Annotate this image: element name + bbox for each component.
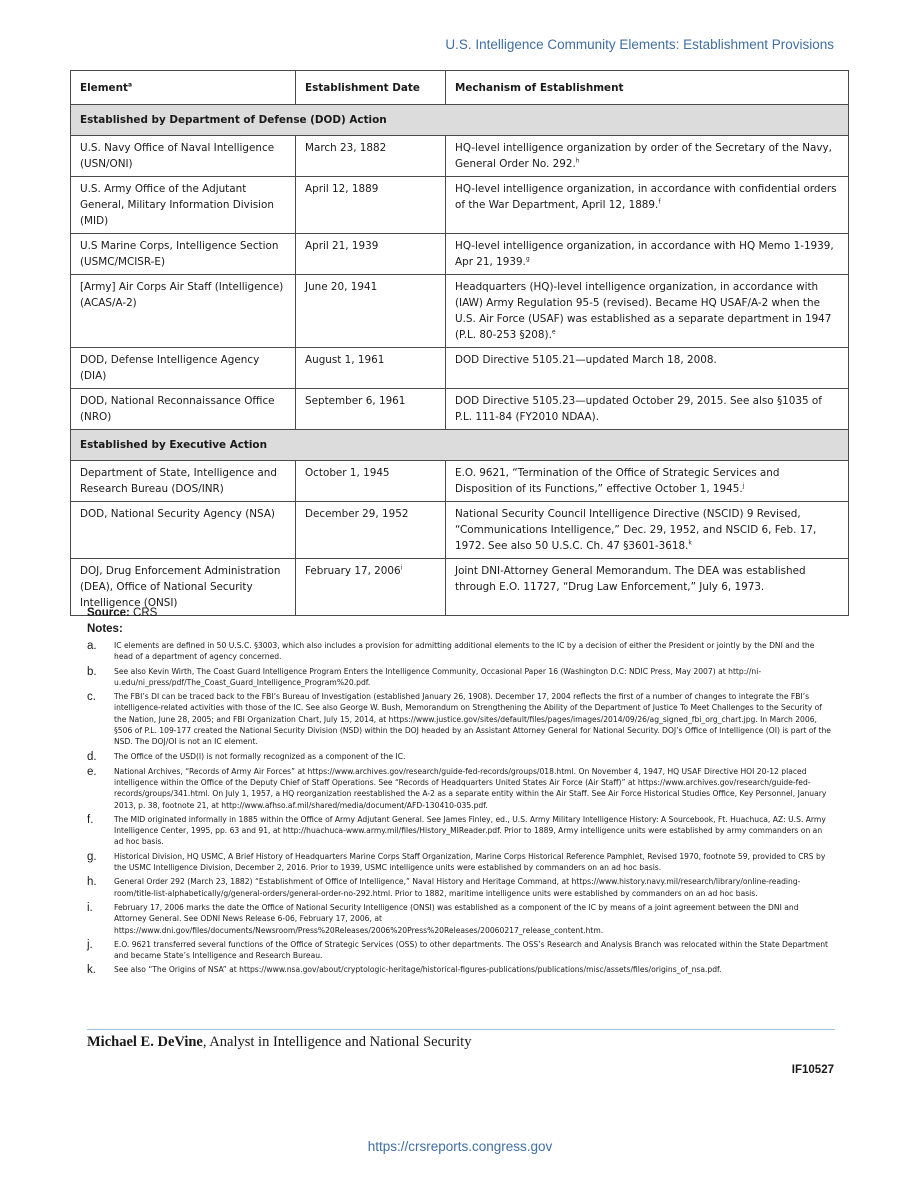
table-row xyxy=(71,461,849,502)
note-item xyxy=(87,876,832,899)
footer-url-link[interactable]: https://crsreports.congress.gov xyxy=(367,1139,553,1154)
note-text: The FBI’s DI can be traced back to the FBI’s Bureau of Investigation (established January 26, 1908). December 17, 2004 reflects the first of a number of changes to integrate the FBI’s intelligence-related activities with those of the IC. See also George W. Bush, Memorandum on Strengthening the Ability of the Department of Justice To Meet Challenges to the Security of the Nation, June 28, 2005; and FBI Organization Chart, July 15, 2014, at https://www.justice.gov/sites/default/files/pages/images/2014/09/26/ag_signed_fbi_org_chart.jpg. In March 2006, §506 of P.L. 109-177 created the National Security Division (NSD) within the DOJ headed by an Assistant Attorney General for National Security. DOJ’s Office of Intelligence (OI) is part of the NSD. The DOJ/OI is not an IC element. xyxy=(114,692,831,747)
author-divider xyxy=(87,1029,835,1030)
cell-mechanism xyxy=(446,461,849,502)
cell-date xyxy=(296,389,446,430)
note-text: February 17, 2006 marks the date the Office of National Security Intelligence (ONSI) was established as a component of the IC by means of a joint agreement between the DNI and Attorney General. See ODNI News Release 6-06, February 17, 2006, at https://www.dni.gov/files/documents/Newsroom/Press%20Releases/2006%20Press%20Releases/20060217_release_content.htm. xyxy=(114,902,799,935)
cell-date-text: June 20, 1941 xyxy=(305,281,378,293)
cell-date xyxy=(296,275,446,348)
note-text: The Office of the USD(I) is not formally recognized as a component of the IC. xyxy=(114,751,406,761)
table-row xyxy=(71,275,849,348)
note-letter: k. xyxy=(87,964,96,977)
cell-mechanism-text: E.O. 9621, “Termination of the Office of Strategic Services and Disposition of its Functions,” effective October 1, 1945. xyxy=(455,467,780,495)
cell-mechanism xyxy=(446,559,849,616)
note-letter: j. xyxy=(87,938,93,951)
cell-date-text: August 1, 1961 xyxy=(305,354,385,366)
note-letter: e. xyxy=(87,765,97,778)
column-header-element: Element$^a$ xyxy=(71,71,296,105)
cell-date xyxy=(296,461,446,502)
note-letter: h. xyxy=(87,876,97,889)
table-row xyxy=(71,502,849,559)
cell-date xyxy=(296,136,446,177)
table-row xyxy=(71,136,849,177)
cell-date-text: April 12, 1889 xyxy=(305,183,379,195)
cell-mechanism xyxy=(446,275,849,348)
table-row xyxy=(71,559,849,616)
cell-date-text: December 29, 1952 xyxy=(305,508,409,520)
notes-list xyxy=(87,640,832,979)
cell-mechanism-text: HQ-level intelligence organization, in accordance with HQ Memo 1-1939, Apr 21, 1939. xyxy=(455,240,834,268)
cell-mechanism-text: HQ-level intelligence organization, in accordance with confidential orders of the War Department, April 12, 1889. xyxy=(455,183,837,211)
source-line xyxy=(87,607,157,619)
note-text: The MID originated informally in 1885 within the Office of Army Adjutant General. See James Finley, ed., U.S. Army Military Intelligence History: A Sourcebook, Ft. Huachuca, AZ: U.S. Army Intelligence Center, 1995, pp. 63 and 91, at http://huachuca-www.army.mil/files/History_MIReader.pdf. Prior to 1889, Army intelligence units were established by army commanders on an ad hoc basis. xyxy=(114,814,826,847)
footnote-marker: g xyxy=(525,255,530,263)
cell-element-text: U.S Marine Corps, Intelligence Section (USMC/MCISR-E) xyxy=(80,240,279,268)
cell-element-text: U.S. Navy Office of Naval Intelligence (USN/ONI) xyxy=(80,142,275,170)
cell-element-text: DOJ, Drug Enforcement Administration (DEA), Office of National Security Intelligence (ONSI) xyxy=(80,565,281,609)
cell-date xyxy=(296,177,446,234)
note-item xyxy=(87,691,832,747)
note-item xyxy=(87,851,832,874)
section-title: Established by Executive Action xyxy=(71,430,849,461)
note-text: See also “The Origins of NSA” at https://www.nsa.gov/about/cryptologic-heritage/historical-figures-publications/publications/misc/assets/files/origins_of_nsa.pdf. xyxy=(114,965,722,975)
cell-date xyxy=(296,502,446,559)
footnote-marker: i xyxy=(400,564,403,572)
note-letter: i. xyxy=(87,901,93,914)
cell-element xyxy=(71,275,296,348)
note-item xyxy=(87,902,832,936)
note-item xyxy=(87,964,832,976)
note-text: IC elements are defined in 50 U.S.C. §3003, which also includes a provision for admitting additional elements to the IC by a decision of either the President or jointly by the DNI and the head of a department of agency concerned. xyxy=(114,641,815,662)
footnote-marker: h xyxy=(575,157,580,165)
cell-mechanism-text: DOD Directive 5105.21—updated March 18, 2008. xyxy=(455,354,717,366)
ic-elements-table xyxy=(70,70,849,616)
cell-mechanism xyxy=(446,502,849,559)
note-text: E.O. 9621 transferred several functions of the Office of Strategic Services (OSS) to other departments. The OSS’s Research and Analysis Branch was relocated within the State Department and became State’s Intelligence and Research Bureau. xyxy=(114,939,828,961)
author-title: , Analyst in Intelligence and National Security xyxy=(202,1034,472,1050)
cell-element-text: [Army] Air Corps Air Staff (Intelligence) (ACAS/A-2) xyxy=(80,281,284,309)
note-item xyxy=(87,939,832,962)
table-row xyxy=(71,177,849,234)
cell-mechanism xyxy=(446,136,849,177)
cell-mechanism-text: HQ-level intelligence organization by order of the Secretary of the Navy, General Order No. 292. xyxy=(455,142,832,170)
note-item xyxy=(87,751,832,763)
note-letter: c. xyxy=(87,691,96,704)
column-header-date: Establishment Date xyxy=(296,71,446,105)
cell-date-text: March 23, 1882 xyxy=(305,142,387,154)
column-header-footnote: a xyxy=(127,81,133,89)
cell-mechanism xyxy=(446,177,849,234)
author-name: Michael E. DeVine xyxy=(87,1034,203,1050)
cell-date-text: February 17, 2006 xyxy=(305,565,401,577)
note-letter: b. xyxy=(87,665,97,678)
cell-element xyxy=(71,502,296,559)
cell-element xyxy=(71,234,296,275)
cell-mechanism xyxy=(446,389,849,430)
cell-date xyxy=(296,559,446,616)
note-letter: g. xyxy=(87,850,97,863)
source-value: CRS xyxy=(133,607,158,619)
note-item xyxy=(87,814,832,848)
table-header-row xyxy=(71,71,849,105)
cell-element xyxy=(71,136,296,177)
cell-mechanism-text: DOD Directive 5105.23—updated October 29, 2015. See also §1035 of P.L. 111-84 (FY2010 NDAA). xyxy=(455,395,822,423)
cell-mechanism xyxy=(446,234,849,275)
cell-mechanism-text: National Security Council Intelligence Directive (NSCID) 9 Revised, “Communications Intelligence,” Dec. 29, 1952, and NSCID 6, Feb. 17, 1972. See also 50 U.S.C. Ch. 47 §3601-3618. xyxy=(455,508,817,552)
section-title: Established by Department of Defense (DOD) Action xyxy=(71,105,849,136)
cell-element-text: DOD, Defense Intelligence Agency (DIA) xyxy=(80,354,260,382)
cell-mechanism xyxy=(446,348,849,389)
document-id: IF10527 xyxy=(791,1064,834,1076)
author-line xyxy=(87,1034,471,1051)
note-text: National Archives, “Records of Army Air Forces” at https://www.archives.gov/research/guide-fed-records/groups/018.html. On November 4, 1947, HQ USAF Directive HOI 20-12 placed intelligence within the Office of the Deputy Chief of Staff Operations. See “Records of Headquarters United States Air Force (Air Staff)” at https://www.archives.gov/research/guide-fed-records/groups/341.html. On July 1, 1957, a HQ reorganization reestablished the A-2 as a separate entity within the Air Staff. See Air Force Historical Studies Office, Key Personnel, January 2013, p. 38, footnote 21, at http://www.afhso.af.mil/shared/media/document/AFD-130410-035.pdf. xyxy=(114,766,827,810)
section-header-row xyxy=(71,430,849,461)
note-text: Historical Division, HQ USMC, A Brief History of Headquarters Marine Corps Staff Organization, Marine Corps Historical Reference Pamphlet, Revised 1970, footnote 59, provided to CRS by the USMC Intelligence Division, December 2, 2016. Prior to 1939, USMC intelligence units were established by commanders on an ad hoc basis. xyxy=(114,851,826,873)
table-row xyxy=(71,348,849,389)
note-item xyxy=(87,766,832,811)
footnote-marker: k xyxy=(688,539,692,547)
page-header-title: U.S. Intelligence Community Elements: Establishment Provisions xyxy=(445,37,834,52)
footnote-marker: f xyxy=(658,198,661,206)
cell-mechanism-text: Headquarters (HQ)-level intelligence organization, in accordance with (IAW) Army Regulation 95-5 (revised). Became HQ USAF/A-2 when the U.S. Air Force (USAF) was established as a separate department in 1947 (P.L. 80-253 §208). xyxy=(455,281,832,341)
cell-element xyxy=(71,348,296,389)
cell-element xyxy=(71,389,296,430)
cell-element-text: U.S. Army Office of the Adjutant General, Military Information Division (MID) xyxy=(80,183,274,227)
note-text: See also Kevin Wirth, The Coast Guard Intelligence Program Enters the Intelligence Community, Occasional Paper 16 (Washington D.C: NDIC Press, May 2007) at http://ni-u.edu/ni_press/pdf/The_Coast_Guard_Intelligence_Program%20.pdf. xyxy=(114,666,762,687)
section-header-row xyxy=(71,105,849,136)
note-letter: d. xyxy=(87,750,97,763)
cell-mechanism-text: Joint DNI-Attorney General Memorandum. The DEA was established through E.O. 11727, “Drug Law Enforcement,” July 6, 1973. xyxy=(455,565,806,593)
source-label: Source: xyxy=(87,607,130,619)
note-letter: a. xyxy=(87,640,97,652)
cell-date xyxy=(296,348,446,389)
footnote-marker: j xyxy=(742,482,745,490)
cell-element-text: DOD, National Reconnaissance Office (NRO) xyxy=(80,395,275,423)
footnote-marker: e xyxy=(551,328,556,336)
note-text: General Order 292 (March 23, 1882) “Establishment of Office of Intelligence,” Naval History and Heritage Command, at https://www.history.navy.mil/research/library/online-reading-room/title-list-alphabetically/g/general-orders/general-order-no-292.html. Prior to 1882, maritime intelligence units were established by commanders on an ad hoc basis. xyxy=(114,877,801,898)
cell-element xyxy=(71,461,296,502)
cell-date-text: October 1, 1945 xyxy=(305,467,390,479)
table-row xyxy=(71,234,849,275)
cell-date-text: September 6, 1961 xyxy=(305,395,406,407)
note-letter: f. xyxy=(87,813,94,826)
cell-date xyxy=(296,234,446,275)
note-item xyxy=(87,666,832,689)
table-row xyxy=(71,389,849,430)
cell-element-text: DOD, National Security Agency (NSA) xyxy=(80,508,275,520)
notes-label: Notes: xyxy=(87,623,123,635)
column-header-mechanism: Mechanism of Establishment xyxy=(446,71,849,105)
cell-date-text: April 21, 1939 xyxy=(305,240,379,252)
cell-element-text: Department of State, Intelligence and Research Bureau (DOS/INR) xyxy=(80,467,277,495)
cell-element xyxy=(71,177,296,234)
note-item xyxy=(87,640,832,663)
